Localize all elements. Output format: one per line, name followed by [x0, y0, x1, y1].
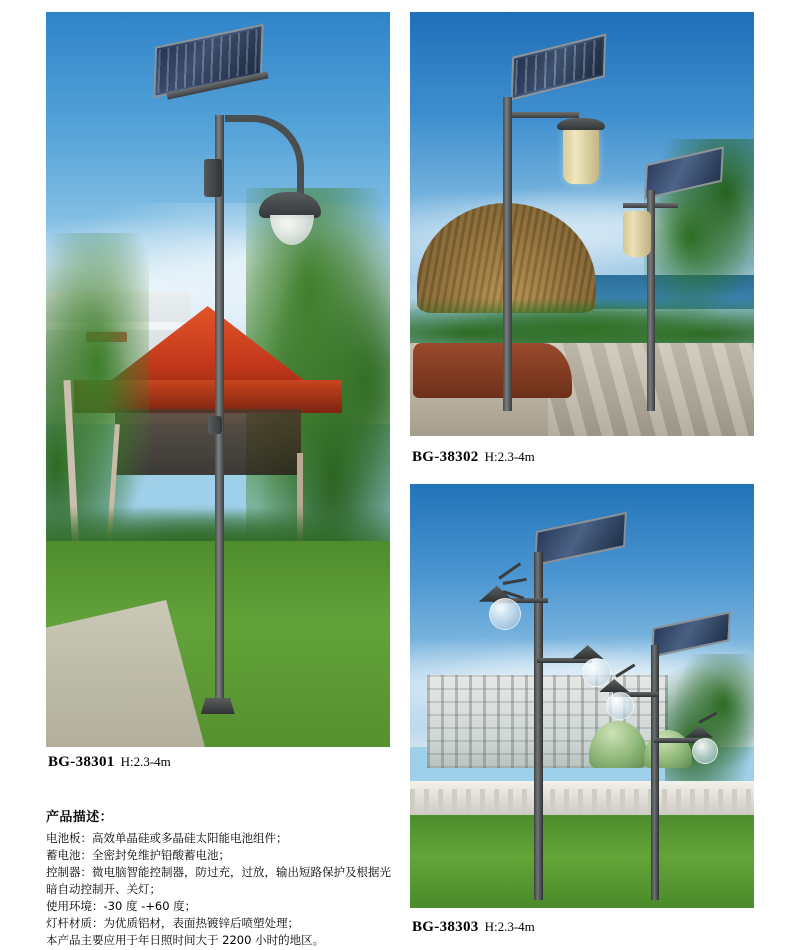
lamp-arm-secondary: [654, 738, 699, 743]
caption-product-1: [48, 753, 171, 771]
lamp-pole: [503, 97, 512, 411]
pole-joint: [208, 416, 222, 434]
white-balustrade: [410, 781, 754, 819]
product-photo-3: [410, 484, 754, 908]
product-code-1: BG-38301: [48, 754, 115, 770]
pole-base: [201, 698, 235, 714]
lamp-pole: [534, 552, 543, 900]
caption-product-2: [412, 448, 535, 466]
description-title: 产品描述：: [46, 810, 114, 825]
lamp-globe: [606, 692, 634, 720]
lamp-pole-secondary: [651, 645, 659, 899]
product-height-3: H:2.3-4m: [484, 919, 535, 934]
product-description-block: [46, 806, 396, 949]
lamp-globe: [582, 658, 611, 687]
product-code-3: BG-38303: [412, 919, 479, 935]
description-line: 控制器：微电脑智能控制器，防过充，过放，输出短路保护及根据光: [46, 865, 391, 879]
description-line: 本产品主要应用于年日照时间大于 2200 小时的地区。: [46, 933, 325, 947]
brick-planter: [413, 343, 571, 398]
description-line: 使用环境：-30 度 -+60 度；: [46, 899, 197, 913]
lantern-head-secondary: [623, 211, 651, 257]
product-photo-2: [410, 12, 754, 436]
product-height-1: H:2.3-4m: [120, 754, 171, 769]
lantern-head: [563, 126, 599, 184]
description-line: 电池板：高效单晶硅或多晶硅太阳能电池组件；: [46, 831, 288, 845]
lamp-arm: [503, 112, 579, 118]
description-line: 暗自动控制开、关灯；: [46, 882, 161, 896]
product-photo-1: [46, 12, 390, 747]
product-height-2: H:2.3-4m: [484, 449, 535, 464]
lawn: [410, 815, 754, 908]
description-line: 灯杆材质：为优质铝材，表面热镀锌后喷塑处理；: [46, 916, 299, 930]
controller-box: [204, 159, 222, 197]
caption-product-3: [412, 918, 535, 936]
description-line: 蓄电池：全密封免维护铅酸蓄电池；: [46, 848, 230, 862]
lamp-pole: [215, 115, 224, 703]
product-code-2: BG-38302: [412, 449, 479, 465]
